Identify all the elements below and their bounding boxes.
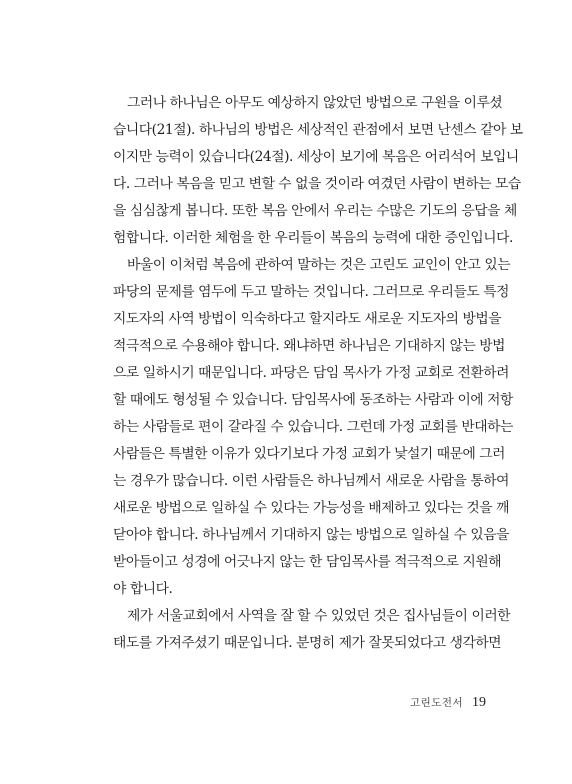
text-line: 받아들이고 성경에 어긋나지 않는 한 담임목사를 적극적으로 지원해 bbox=[113, 554, 502, 570]
text-line: 할 때에도 형성될 수 있습니다. 담임목사에 동조하는 사람과 이에 저항 bbox=[113, 392, 513, 408]
text-line: 이지만 능력이 있습니다(24절). 세상이 보기에 복음은 어리석어 보입니 bbox=[113, 149, 519, 165]
text-line: 새로운 방법으로 일하실 수 있다는 가능성을 배제하고 있다는 것을 깨 bbox=[113, 500, 509, 516]
text-line: 는 경우가 많습니다. 이런 사람들은 하나님께서 새로운 사람을 통하여 bbox=[113, 473, 509, 489]
text-line: 험합니다. 이러한 체험을 한 우리들이 복음의 능력에 대한 증인입니다. bbox=[113, 230, 513, 246]
page-number: 19 bbox=[472, 695, 486, 710]
text-line: 바울이 이처럼 복음에 관하여 말하는 것은 고린도 교인이 안고 있는 bbox=[127, 257, 511, 273]
text-line: 적극적으로 수용해야 합니다. 왜냐하면 하나님은 기대하지 않는 방법 bbox=[113, 338, 506, 354]
text-line: 파당의 문제를 염두에 두고 말하는 것입니다. 그러므로 우리들도 특정 bbox=[113, 284, 509, 300]
running-footer-title: 고린도전서 bbox=[409, 697, 464, 709]
text-line: 그러나 하나님은 아무도 예상하지 않았던 방법으로 구원을 이루셨 bbox=[127, 95, 503, 111]
text-line: 습니다(21절). 하나님의 방법은 세상적인 관점에서 보면 난센스 같아 보 bbox=[113, 122, 523, 138]
text-line: 야 합니다. bbox=[113, 581, 173, 597]
text-line: 으로 일하시기 때문입니다. 파당은 담임 목사가 가정 교회로 전환하려 bbox=[113, 365, 509, 381]
text-line: 을 심심찮게 봅니다. 또한 복음 안에서 우리는 수많은 기도의 응답을 체 bbox=[113, 203, 517, 219]
page-footer bbox=[410, 695, 486, 711]
body-text bbox=[113, 90, 523, 657]
text-line: 제가 서울교회에서 사역을 잘 할 수 있었던 것은 집사님들이 이러한 bbox=[127, 608, 511, 624]
text-line: 닫아야 합니다. 하나님께서 기대하지 않는 방법으로 일하실 수 있음을 bbox=[113, 527, 509, 543]
text-line: 하는 사람들로 편이 갈라질 수 있습니다. 그런데 가정 교회를 반대하는 bbox=[113, 419, 513, 435]
text-line: 사람들은 특별한 이유가 있다기보다 가정 교회가 낯설기 때문에 그러 bbox=[113, 446, 506, 462]
text-line: 지도자의 사역 방법이 익숙하다고 할지라도 새로운 지도자의 방법을 bbox=[113, 311, 502, 327]
text-line: 태도를 가져주셨기 때문입니다. 분명히 제가 잘못되었다고 생각하면 bbox=[113, 635, 502, 651]
text-line: 다. 그러나 복음을 믿고 변할 수 없을 것이라 여겼던 사람이 변하는 모습 bbox=[113, 176, 521, 192]
